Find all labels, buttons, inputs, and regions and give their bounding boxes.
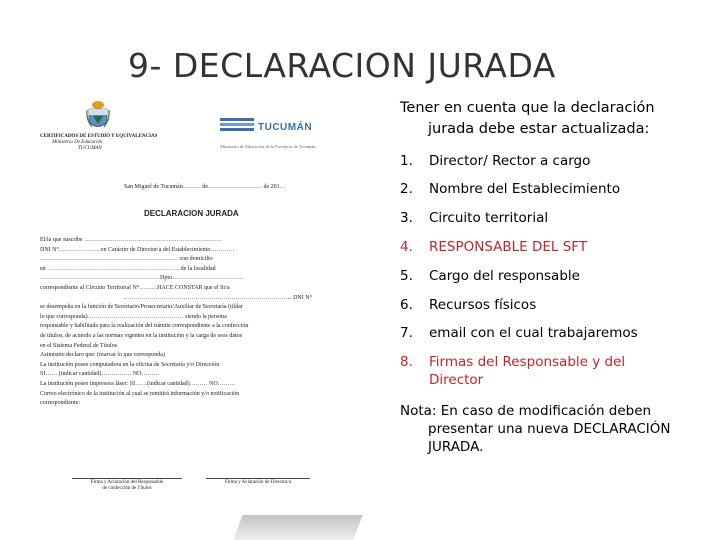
- intro-line: jurada debe estar actualizada:: [428, 121, 650, 137]
- item-text: Cargo del responsable: [429, 268, 580, 284]
- document-line: responsable y habilitada para la realización del trámite correspondiente a la confección: [40, 323, 249, 330]
- slide-title: 9- DECLARACION JURADA: [128, 46, 556, 85]
- signature-label: Firma y Aclaración del Responsable: [90, 480, 164, 485]
- document-line: en el Sistema Federal de Títulos: [40, 342, 118, 349]
- item-text: RESPONSABLE DEL SFT: [429, 239, 588, 255]
- document-line: …………………………………………………………… con domicilio: [40, 256, 213, 263]
- document-line: se desempeña en la función de Secretario/Prosecretario/Auxiliar de Secretaría (tildar: [40, 304, 243, 311]
- document-body: [40, 236, 312, 409]
- item-number: 6.: [400, 297, 413, 313]
- item-text: Director/ Rector a cargo: [429, 153, 591, 169]
- document-place-date: San Miguel de Tucumán……… de……………………… de 201…: [124, 184, 286, 190]
- document-line: SI…… (indicar cantidad)…………… NO………: [40, 371, 160, 378]
- item-number: 7.: [400, 325, 413, 341]
- document-line: Asimismo declaro que: (marcar lo que corresponda): [40, 352, 165, 359]
- intro-line: Tener en cuenta que la declaración: [400, 100, 655, 116]
- item-number: 8.: [400, 354, 413, 370]
- note-line: presentar una nueva DECLARACIÓN: [428, 421, 671, 437]
- note-text: [400, 402, 700, 456]
- ministry-header: [40, 134, 160, 152]
- item-text: Firmas del Responsable y del: [429, 354, 626, 370]
- document-line: ………………………………………………………………………… DNI N°: [123, 294, 312, 301]
- signature-label: de confección de Títulos: [102, 486, 152, 491]
- note-line: Nota: En caso de modificación deben: [400, 403, 652, 419]
- note-line: JURADA.: [428, 439, 484, 455]
- ministry-line: TUCUMAN: [78, 146, 102, 151]
- intro-text: [400, 98, 655, 140]
- item-text: Director: [429, 372, 484, 388]
- item-text: Circuito territorial: [429, 210, 549, 226]
- ministry-line: Ministerio De Educación: [52, 140, 103, 145]
- document-line: de títulos, de acuerdo a las normas vigentes en la institución y la carga de esos datos: [40, 332, 242, 339]
- tucuman-logo-subtitle: Ministerio de Educación de la Provincia de Tucumán: [220, 144, 316, 149]
- item-number: 1.: [400, 153, 413, 169]
- document-title: DECLARACION JURADA: [144, 209, 239, 218]
- signature-responsible: [72, 478, 182, 492]
- signature-label: Firma y Aclaración de Director/a: [224, 480, 292, 485]
- item-number: 4.: [400, 239, 413, 255]
- item-number: 3.: [400, 210, 413, 226]
- item-text: Nombre del Establecimiento: [429, 181, 621, 197]
- declaration-form-image: [34, 96, 317, 516]
- document-line: ……………………………………………………Dpto………………………………: [40, 275, 244, 282]
- ministry-line: CERTIFICADOS DE ESTUDIO Y EQUIVALENCIAS: [40, 134, 158, 139]
- item-text: Recursos físicos: [429, 297, 537, 313]
- page-curl-shadow: [233, 515, 362, 540]
- document-line: La institución posee computadora en la oficina de Secretaría y/o Dirección: [40, 361, 220, 368]
- document-line: El/la que suscribe ……………………………………………………………: [40, 237, 223, 243]
- coat-of-arms-icon: [86, 100, 110, 132]
- document-line: en ………………………………………………………… de la localidad: [40, 265, 216, 272]
- tucuman-logo-icon: [220, 116, 254, 134]
- document-line: lo que corresponda)………………………………………… siendo la persona: [40, 313, 227, 320]
- item-number: 2.: [400, 181, 413, 197]
- document-line: Correo electrónico de la institución al cual se remitirá información y/o notificación: [40, 390, 240, 397]
- document-line: correspondiente:: [40, 400, 80, 407]
- document-line: correspondiente al Circuito Territorial N°………HACE CONSTAR que el Sr/a: [40, 284, 230, 291]
- item-number: 5.: [400, 268, 413, 284]
- document-line: La institución posee impresora láser: SI……(indicar cantidad)……… NO………: [40, 380, 236, 387]
- document-line: DNI N°…………………en Carácter de Director/a del Establecimiento…………: [40, 246, 235, 253]
- tucuman-logo-text: TUCUMÁN: [258, 122, 313, 133]
- item-text: email con el cual trabajaremos: [429, 325, 638, 341]
- signature-director: [206, 478, 310, 486]
